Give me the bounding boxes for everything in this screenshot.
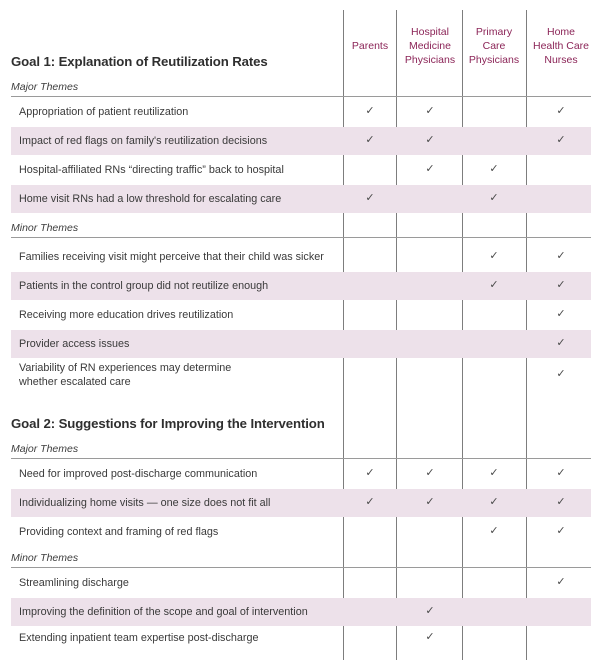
check-mark: ✓: [425, 631, 435, 643]
check-mark: ✓: [556, 250, 566, 262]
section-label: Major Themes: [11, 443, 79, 455]
check-mark: ✓: [556, 576, 566, 588]
table-row: [11, 156, 591, 184]
check-mark: ✓: [365, 192, 375, 204]
section-label: Major Themes: [11, 81, 79, 93]
check-mark: ✓: [489, 279, 499, 291]
row-label: Providing context and framing of red flags: [19, 526, 219, 538]
check-mark: ✓: [425, 134, 435, 146]
row-label: Improving the definition of the scope and goal of intervention: [19, 606, 308, 618]
row-label: Families receiving visit might perceive that their child was sicker: [19, 251, 324, 263]
check-mark: ✓: [489, 525, 499, 537]
column-header: Hospital Medicine Physicians: [404, 26, 456, 66]
table-row: [11, 598, 591, 626]
check-mark: ✓: [489, 496, 499, 508]
section-rule: [11, 96, 591, 97]
table-row: [11, 460, 591, 488]
row-label: Variability of RN experiences may determine whether escalated care: [19, 361, 232, 388]
table-row: [11, 185, 591, 213]
check-mark: ✓: [556, 105, 566, 117]
section-rule: [11, 237, 591, 238]
row-label: Individualizing home visits — one size does not fit all: [19, 497, 271, 509]
row-label: Extending inpatient team expertise post-discharge: [19, 632, 259, 644]
check-mark: ✓: [365, 496, 375, 508]
goal-title: Goal 2: Suggestions for Improving the Intervention: [11, 416, 325, 431]
check-mark: ✓: [425, 163, 435, 175]
table-row: [11, 358, 591, 391]
column-header: Primary Care Physicians: [468, 26, 520, 66]
check-mark: ✓: [556, 337, 566, 349]
check-mark: ✓: [489, 163, 499, 175]
check-mark: ✓: [556, 467, 566, 479]
table-row: [11, 489, 591, 517]
check-mark: ✓: [425, 467, 435, 479]
row-label: Patients in the control group did not reutilize enough: [19, 280, 269, 292]
row-label: Streamlining discharge: [19, 577, 129, 589]
table-row: [11, 330, 591, 358]
table-row: [11, 272, 591, 300]
check-mark: ✓: [556, 367, 566, 380]
goal-title: Goal 1: Explanation of Reutilization Rates: [11, 54, 268, 69]
section-label: Minor Themes: [11, 552, 79, 564]
section-rule: [11, 458, 591, 459]
row-label: Provider access issues: [19, 338, 130, 350]
section-rule: [11, 567, 591, 568]
row-label: Impact of red flags on family's reutilization decisions: [19, 135, 268, 147]
check-mark: ✓: [489, 192, 499, 204]
check-mark: ✓: [556, 496, 566, 508]
table-row: [11, 569, 591, 597]
check-mark: ✓: [365, 467, 375, 479]
check-mark: ✓: [556, 308, 566, 320]
section-label: Minor Themes: [11, 222, 79, 234]
row-label: Home visit RNs had a low threshold for escalating care: [19, 193, 282, 205]
row-label: Need for improved post-discharge communication: [19, 468, 258, 480]
check-mark: ✓: [425, 605, 435, 617]
row-label: Appropriation of patient reutilization: [19, 106, 189, 118]
check-mark: ✓: [556, 525, 566, 537]
row-label: Hospital-affiliated RNs “directing traffic” back to hospital: [19, 164, 284, 176]
column-header: Home Health Care Nurses: [532, 26, 590, 66]
table-row: [11, 301, 591, 329]
check-mark: ✓: [556, 279, 566, 291]
table-row: [11, 127, 591, 155]
table-row: [11, 518, 591, 546]
table-row: [11, 243, 591, 271]
check-mark: ✓: [425, 496, 435, 508]
row-label: Receiving more education drives reutilization: [19, 309, 234, 321]
check-mark: ✓: [425, 105, 435, 117]
column-header: Parents: [351, 40, 389, 52]
check-mark: ✓: [489, 467, 499, 479]
check-mark: ✓: [365, 134, 375, 146]
check-mark: ✓: [556, 134, 566, 146]
table-row: [11, 627, 591, 649]
check-mark: ✓: [489, 250, 499, 262]
table-row: [11, 98, 591, 126]
check-mark: ✓: [365, 105, 375, 117]
